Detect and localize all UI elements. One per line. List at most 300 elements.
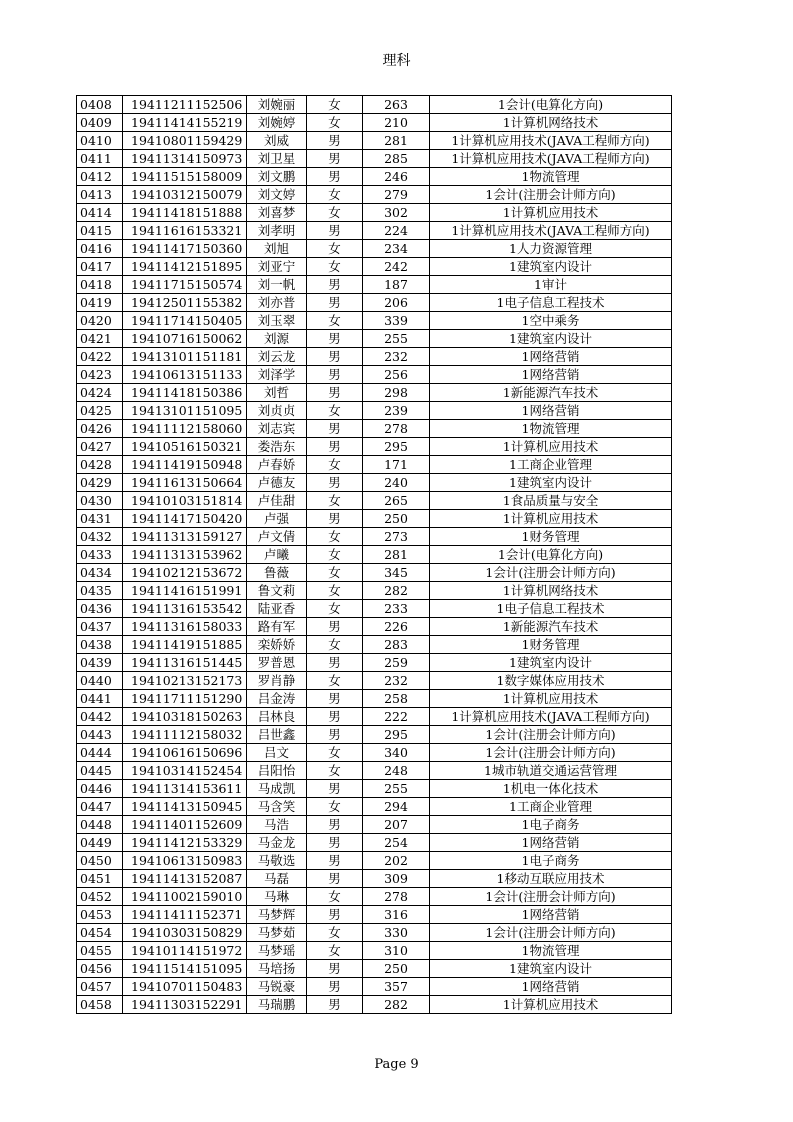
gender-cell: 男 — [307, 348, 363, 366]
name-cell: 刘威 — [247, 132, 307, 150]
name-cell: 刘孝明 — [247, 222, 307, 240]
seq-cell: 0423 — [77, 366, 123, 384]
seq-cell: 0437 — [77, 618, 123, 636]
seq-cell: 0445 — [77, 762, 123, 780]
seq-cell: 0455 — [77, 942, 123, 960]
score-cell: 281 — [363, 546, 430, 564]
table-row — [77, 762, 672, 780]
score-cell: 248 — [363, 762, 430, 780]
exam-id-cell: 19411316158033 — [123, 618, 247, 636]
exam-id-cell: 19411313153962 — [123, 546, 247, 564]
score-cell: 279 — [363, 186, 430, 204]
score-cell: 278 — [363, 420, 430, 438]
major-cell: 1物流管理 — [430, 168, 672, 186]
exam-id-cell: 19411112158060 — [123, 420, 247, 438]
exam-id-cell: 19410303150829 — [123, 924, 247, 942]
score-cell: 232 — [363, 672, 430, 690]
major-cell: 1城市轨道交通运营管理 — [430, 762, 672, 780]
major-cell: 1建筑室内设计 — [430, 654, 672, 672]
name-cell: 罗肖静 — [247, 672, 307, 690]
score-cell: 310 — [363, 942, 430, 960]
major-cell: 1会计(注册会计师方向) — [430, 888, 672, 906]
major-cell: 1计算机应用技术 — [430, 204, 672, 222]
seq-cell: 0420 — [77, 312, 123, 330]
table-row — [77, 204, 672, 222]
major-cell: 1会计(注册会计师方向) — [430, 726, 672, 744]
seq-cell: 0449 — [77, 834, 123, 852]
major-cell: 1计算机应用技术 — [430, 438, 672, 456]
exam-id-cell: 19410516150321 — [123, 438, 247, 456]
score-cell: 282 — [363, 582, 430, 600]
seq-cell: 0415 — [77, 222, 123, 240]
name-cell: 马金龙 — [247, 834, 307, 852]
exam-id-cell: 19411413152087 — [123, 870, 247, 888]
seq-cell: 0417 — [77, 258, 123, 276]
score-cell: 210 — [363, 114, 430, 132]
seq-cell: 0419 — [77, 294, 123, 312]
seq-cell: 0431 — [77, 510, 123, 528]
name-cell: 马磊 — [247, 870, 307, 888]
score-cell: 282 — [363, 996, 430, 1014]
score-cell: 207 — [363, 816, 430, 834]
seq-cell: 0427 — [77, 438, 123, 456]
score-cell: 187 — [363, 276, 430, 294]
name-cell: 吕金涛 — [247, 690, 307, 708]
major-cell: 1会计(电算化方向) — [430, 546, 672, 564]
name-cell: 马梦瑶 — [247, 942, 307, 960]
seq-cell: 0433 — [77, 546, 123, 564]
gender-cell: 女 — [307, 456, 363, 474]
score-cell: 295 — [363, 438, 430, 456]
major-cell: 1人力资源管理 — [430, 240, 672, 258]
exam-id-cell: 19411314150973 — [123, 150, 247, 168]
exam-id-cell: 19410103151814 — [123, 492, 247, 510]
exam-id-cell: 19410616150696 — [123, 744, 247, 762]
gender-cell: 女 — [307, 942, 363, 960]
seq-cell: 0447 — [77, 798, 123, 816]
major-cell: 1工商企业管理 — [430, 456, 672, 474]
name-cell: 刘玉翠 — [247, 312, 307, 330]
score-cell: 239 — [363, 402, 430, 420]
gender-cell: 男 — [307, 276, 363, 294]
score-cell: 278 — [363, 888, 430, 906]
gender-cell: 女 — [307, 924, 363, 942]
exam-id-cell: 19410312150079 — [123, 186, 247, 204]
table-row — [77, 474, 672, 492]
exam-id-cell: 19411412153329 — [123, 834, 247, 852]
table-row — [77, 510, 672, 528]
exam-id-cell: 19411715150574 — [123, 276, 247, 294]
gender-cell: 女 — [307, 492, 363, 510]
seq-cell: 0412 — [77, 168, 123, 186]
seq-cell: 0411 — [77, 150, 123, 168]
seq-cell: 0439 — [77, 654, 123, 672]
gender-cell: 女 — [307, 402, 363, 420]
table-row — [77, 654, 672, 672]
name-cell: 马锐豪 — [247, 978, 307, 996]
score-cell: 206 — [363, 294, 430, 312]
exam-id-cell: 19410318150263 — [123, 708, 247, 726]
name-cell: 马培扬 — [247, 960, 307, 978]
seq-cell: 0432 — [77, 528, 123, 546]
score-cell: 171 — [363, 456, 430, 474]
table-row — [77, 222, 672, 240]
major-cell: 1计算机应用技术 — [430, 996, 672, 1014]
table-row — [77, 600, 672, 618]
major-cell: 1会计(注册会计师方向) — [430, 186, 672, 204]
seq-cell: 0451 — [77, 870, 123, 888]
seq-cell: 0413 — [77, 186, 123, 204]
table-row — [77, 240, 672, 258]
gender-cell: 女 — [307, 798, 363, 816]
seq-cell: 0426 — [77, 420, 123, 438]
major-cell: 1机电一体化技术 — [430, 780, 672, 798]
score-cell: 285 — [363, 150, 430, 168]
seq-cell: 0454 — [77, 924, 123, 942]
score-cell: 226 — [363, 618, 430, 636]
name-cell: 吕林良 — [247, 708, 307, 726]
score-cell: 240 — [363, 474, 430, 492]
name-cell: 刘一帆 — [247, 276, 307, 294]
major-cell: 1网络营销 — [430, 978, 672, 996]
seq-cell: 0452 — [77, 888, 123, 906]
table-row — [77, 258, 672, 276]
exam-id-cell: 19413101151095 — [123, 402, 247, 420]
seq-cell: 0442 — [77, 708, 123, 726]
major-cell: 1建筑室内设计 — [430, 474, 672, 492]
gender-cell: 男 — [307, 132, 363, 150]
table-row — [77, 114, 672, 132]
score-cell: 294 — [363, 798, 430, 816]
table-row — [77, 816, 672, 834]
major-cell: 1电子商务 — [430, 852, 672, 870]
seq-cell: 0436 — [77, 600, 123, 618]
score-cell: 309 — [363, 870, 430, 888]
exam-id-cell: 19410613150983 — [123, 852, 247, 870]
score-cell: 273 — [363, 528, 430, 546]
score-cell: 256 — [363, 366, 430, 384]
table-row — [77, 582, 672, 600]
seq-cell: 0434 — [77, 564, 123, 582]
name-cell: 陆亚香 — [247, 600, 307, 618]
major-cell: 1计算机网络技术 — [430, 582, 672, 600]
table-row — [77, 744, 672, 762]
table-row — [77, 906, 672, 924]
exam-id-cell: 19411616153321 — [123, 222, 247, 240]
score-cell: 242 — [363, 258, 430, 276]
exam-id-cell: 19411414155219 — [123, 114, 247, 132]
name-cell: 栾娇娇 — [247, 636, 307, 654]
seq-cell: 0450 — [77, 852, 123, 870]
name-cell: 刘源 — [247, 330, 307, 348]
major-cell: 1财务管理 — [430, 528, 672, 546]
major-cell: 1电子信息工程技术 — [430, 600, 672, 618]
table-row — [77, 96, 672, 114]
gender-cell: 女 — [307, 240, 363, 258]
gender-cell: 男 — [307, 222, 363, 240]
major-cell: 1移动互联应用技术 — [430, 870, 672, 888]
page-title: 理科 — [382, 53, 411, 69]
exam-id-cell: 19411418150386 — [123, 384, 247, 402]
name-cell: 卢曦 — [247, 546, 307, 564]
major-cell: 1计算机应用技术(JAVA工程师方向) — [430, 708, 672, 726]
seq-cell: 0418 — [77, 276, 123, 294]
exam-id-cell: 19411417150420 — [123, 510, 247, 528]
gender-cell: 男 — [307, 420, 363, 438]
table-row — [77, 888, 672, 906]
gender-cell: 女 — [307, 258, 363, 276]
table-row — [77, 528, 672, 546]
exam-id-cell: 19411314153611 — [123, 780, 247, 798]
exam-id-cell: 19411714150405 — [123, 312, 247, 330]
major-cell: 1计算机应用技术(JAVA工程师方向) — [430, 132, 672, 150]
gender-cell: 女 — [307, 204, 363, 222]
table-row — [77, 330, 672, 348]
exam-id-cell: 19410314152454 — [123, 762, 247, 780]
major-cell: 1会计(注册会计师方向) — [430, 564, 672, 582]
gender-cell: 男 — [307, 654, 363, 672]
table-row — [77, 870, 672, 888]
major-cell: 1电子信息工程技术 — [430, 294, 672, 312]
exam-id-cell: 19410701150483 — [123, 978, 247, 996]
score-cell: 254 — [363, 834, 430, 852]
table-row — [77, 960, 672, 978]
table-row — [77, 690, 672, 708]
name-cell: 刘贞贞 — [247, 402, 307, 420]
table-row — [77, 168, 672, 186]
table-row — [77, 186, 672, 204]
major-cell: 1网络营销 — [430, 348, 672, 366]
seq-cell: 0409 — [77, 114, 123, 132]
exam-id-cell: 19411515158009 — [123, 168, 247, 186]
exam-id-cell: 19411316153542 — [123, 600, 247, 618]
exam-id-cell: 19411419151885 — [123, 636, 247, 654]
name-cell: 马敬选 — [247, 852, 307, 870]
name-cell: 卢春娇 — [247, 456, 307, 474]
name-cell: 鲁文莉 — [247, 582, 307, 600]
name-cell: 卢佳甜 — [247, 492, 307, 510]
major-cell: 1建筑室内设计 — [430, 258, 672, 276]
exam-id-cell: 19411211152506 — [123, 96, 247, 114]
gender-cell: 男 — [307, 384, 363, 402]
table-row — [77, 708, 672, 726]
score-cell: 250 — [363, 960, 430, 978]
table-row — [77, 834, 672, 852]
score-cell: 222 — [363, 708, 430, 726]
major-cell: 1新能源汽车技术 — [430, 618, 672, 636]
major-cell: 1计算机网络技术 — [430, 114, 672, 132]
major-cell: 1数字媒体应用技术 — [430, 672, 672, 690]
table-row — [77, 348, 672, 366]
name-cell: 刘哲 — [247, 384, 307, 402]
exam-id-cell: 19411313159127 — [123, 528, 247, 546]
major-cell: 1新能源汽车技术 — [430, 384, 672, 402]
major-cell: 1网络营销 — [430, 906, 672, 924]
score-cell: 298 — [363, 384, 430, 402]
exam-id-cell: 19411412151895 — [123, 258, 247, 276]
name-cell: 马含笑 — [247, 798, 307, 816]
exam-id-cell: 19411112158032 — [123, 726, 247, 744]
table-row — [77, 780, 672, 798]
exam-id-cell: 19411417150360 — [123, 240, 247, 258]
exam-id-cell: 19410801159429 — [123, 132, 247, 150]
score-cell: 316 — [363, 906, 430, 924]
gender-cell: 女 — [307, 636, 363, 654]
gender-cell: 女 — [307, 672, 363, 690]
gender-cell: 女 — [307, 762, 363, 780]
gender-cell: 男 — [307, 960, 363, 978]
gender-cell: 女 — [307, 582, 363, 600]
name-cell: 刘婉丽 — [247, 96, 307, 114]
gender-cell: 男 — [307, 870, 363, 888]
page-number: Page 9 — [374, 1057, 419, 1072]
name-cell: 刘婉婷 — [247, 114, 307, 132]
seq-cell: 0410 — [77, 132, 123, 150]
seq-cell: 0443 — [77, 726, 123, 744]
name-cell: 鲁薇 — [247, 564, 307, 582]
table-row — [77, 546, 672, 564]
score-cell: 259 — [363, 654, 430, 672]
exam-id-cell: 19410212153672 — [123, 564, 247, 582]
table-row — [77, 402, 672, 420]
table-row — [77, 312, 672, 330]
table-row — [77, 438, 672, 456]
gender-cell: 男 — [307, 618, 363, 636]
name-cell: 卢文倩 — [247, 528, 307, 546]
gender-cell: 男 — [307, 834, 363, 852]
name-cell: 刘文婷 — [247, 186, 307, 204]
gender-cell: 女 — [307, 312, 363, 330]
gender-cell: 男 — [307, 150, 363, 168]
table-row — [77, 672, 672, 690]
gender-cell: 女 — [307, 186, 363, 204]
exam-id-cell: 19411613150664 — [123, 474, 247, 492]
name-cell: 刘亦普 — [247, 294, 307, 312]
name-cell: 刘云龙 — [247, 348, 307, 366]
gender-cell: 男 — [307, 474, 363, 492]
exam-id-cell: 19410716150062 — [123, 330, 247, 348]
major-cell: 1空中乘务 — [430, 312, 672, 330]
major-cell: 1网络营销 — [430, 366, 672, 384]
gender-cell: 男 — [307, 294, 363, 312]
gender-cell: 男 — [307, 168, 363, 186]
seq-cell: 0458 — [77, 996, 123, 1014]
seq-cell: 0408 — [77, 96, 123, 114]
roster-body — [77, 96, 672, 1014]
name-cell: 路有军 — [247, 618, 307, 636]
name-cell: 马浩 — [247, 816, 307, 834]
major-cell: 1食品质量与安全 — [430, 492, 672, 510]
major-cell: 1网络营销 — [430, 834, 672, 852]
table-row — [77, 942, 672, 960]
seq-cell: 0425 — [77, 402, 123, 420]
name-cell: 刘泽学 — [247, 366, 307, 384]
table-row — [77, 276, 672, 294]
gender-cell: 女 — [307, 528, 363, 546]
name-cell: 罗普恩 — [247, 654, 307, 672]
exam-id-cell: 19411316151445 — [123, 654, 247, 672]
table-row — [77, 636, 672, 654]
name-cell: 刘文鹏 — [247, 168, 307, 186]
gender-cell: 女 — [307, 564, 363, 582]
gender-cell: 男 — [307, 816, 363, 834]
table-row — [77, 564, 672, 582]
major-cell: 1财务管理 — [430, 636, 672, 654]
major-cell: 1会计(注册会计师方向) — [430, 924, 672, 942]
score-cell: 202 — [363, 852, 430, 870]
table-row — [77, 150, 672, 168]
exam-id-cell: 19410213152173 — [123, 672, 247, 690]
exam-id-cell: 19411419150948 — [123, 456, 247, 474]
exam-id-cell: 19413101151181 — [123, 348, 247, 366]
score-cell: 340 — [363, 744, 430, 762]
name-cell: 卢德友 — [247, 474, 307, 492]
table-row — [77, 996, 672, 1014]
table-row — [77, 978, 672, 996]
seq-cell: 0448 — [77, 816, 123, 834]
gender-cell: 男 — [307, 438, 363, 456]
gender-cell: 男 — [307, 996, 363, 1014]
exam-id-cell: 19411418151888 — [123, 204, 247, 222]
exam-id-cell: 19410114151972 — [123, 942, 247, 960]
score-cell: 233 — [363, 600, 430, 618]
exam-id-cell: 19411514151095 — [123, 960, 247, 978]
score-cell: 232 — [363, 348, 430, 366]
major-cell: 1建筑室内设计 — [430, 330, 672, 348]
major-cell: 1审计 — [430, 276, 672, 294]
exam-id-cell: 19410613151133 — [123, 366, 247, 384]
exam-id-cell: 19411002159010 — [123, 888, 247, 906]
gender-cell: 男 — [307, 852, 363, 870]
table-row — [77, 924, 672, 942]
seq-cell: 0438 — [77, 636, 123, 654]
name-cell: 马瑞鹏 — [247, 996, 307, 1014]
name-cell: 吕文 — [247, 744, 307, 762]
name-cell: 刘喜梦 — [247, 204, 307, 222]
seq-cell: 0421 — [77, 330, 123, 348]
gender-cell: 女 — [307, 888, 363, 906]
exam-id-cell: 19412501155382 — [123, 294, 247, 312]
name-cell: 吕阳怡 — [247, 762, 307, 780]
table-row — [77, 726, 672, 744]
score-cell: 283 — [363, 636, 430, 654]
score-cell: 302 — [363, 204, 430, 222]
score-cell: 357 — [363, 978, 430, 996]
major-cell: 1物流管理 — [430, 420, 672, 438]
seq-cell: 0429 — [77, 474, 123, 492]
exam-id-cell: 19411413150945 — [123, 798, 247, 816]
seq-cell: 0456 — [77, 960, 123, 978]
gender-cell: 女 — [307, 600, 363, 618]
major-cell: 1工商企业管理 — [430, 798, 672, 816]
score-cell: 330 — [363, 924, 430, 942]
table-row — [77, 852, 672, 870]
score-cell: 281 — [363, 132, 430, 150]
table-row — [77, 366, 672, 384]
table-row — [77, 492, 672, 510]
score-cell: 224 — [363, 222, 430, 240]
score-cell: 246 — [363, 168, 430, 186]
seq-cell: 0441 — [77, 690, 123, 708]
score-cell: 265 — [363, 492, 430, 510]
score-cell: 295 — [363, 726, 430, 744]
name-cell: 卢强 — [247, 510, 307, 528]
name-cell: 娄浩东 — [247, 438, 307, 456]
seq-cell: 0414 — [77, 204, 123, 222]
score-cell: 234 — [363, 240, 430, 258]
name-cell: 吕世鑫 — [247, 726, 307, 744]
exam-id-cell: 19411411152371 — [123, 906, 247, 924]
